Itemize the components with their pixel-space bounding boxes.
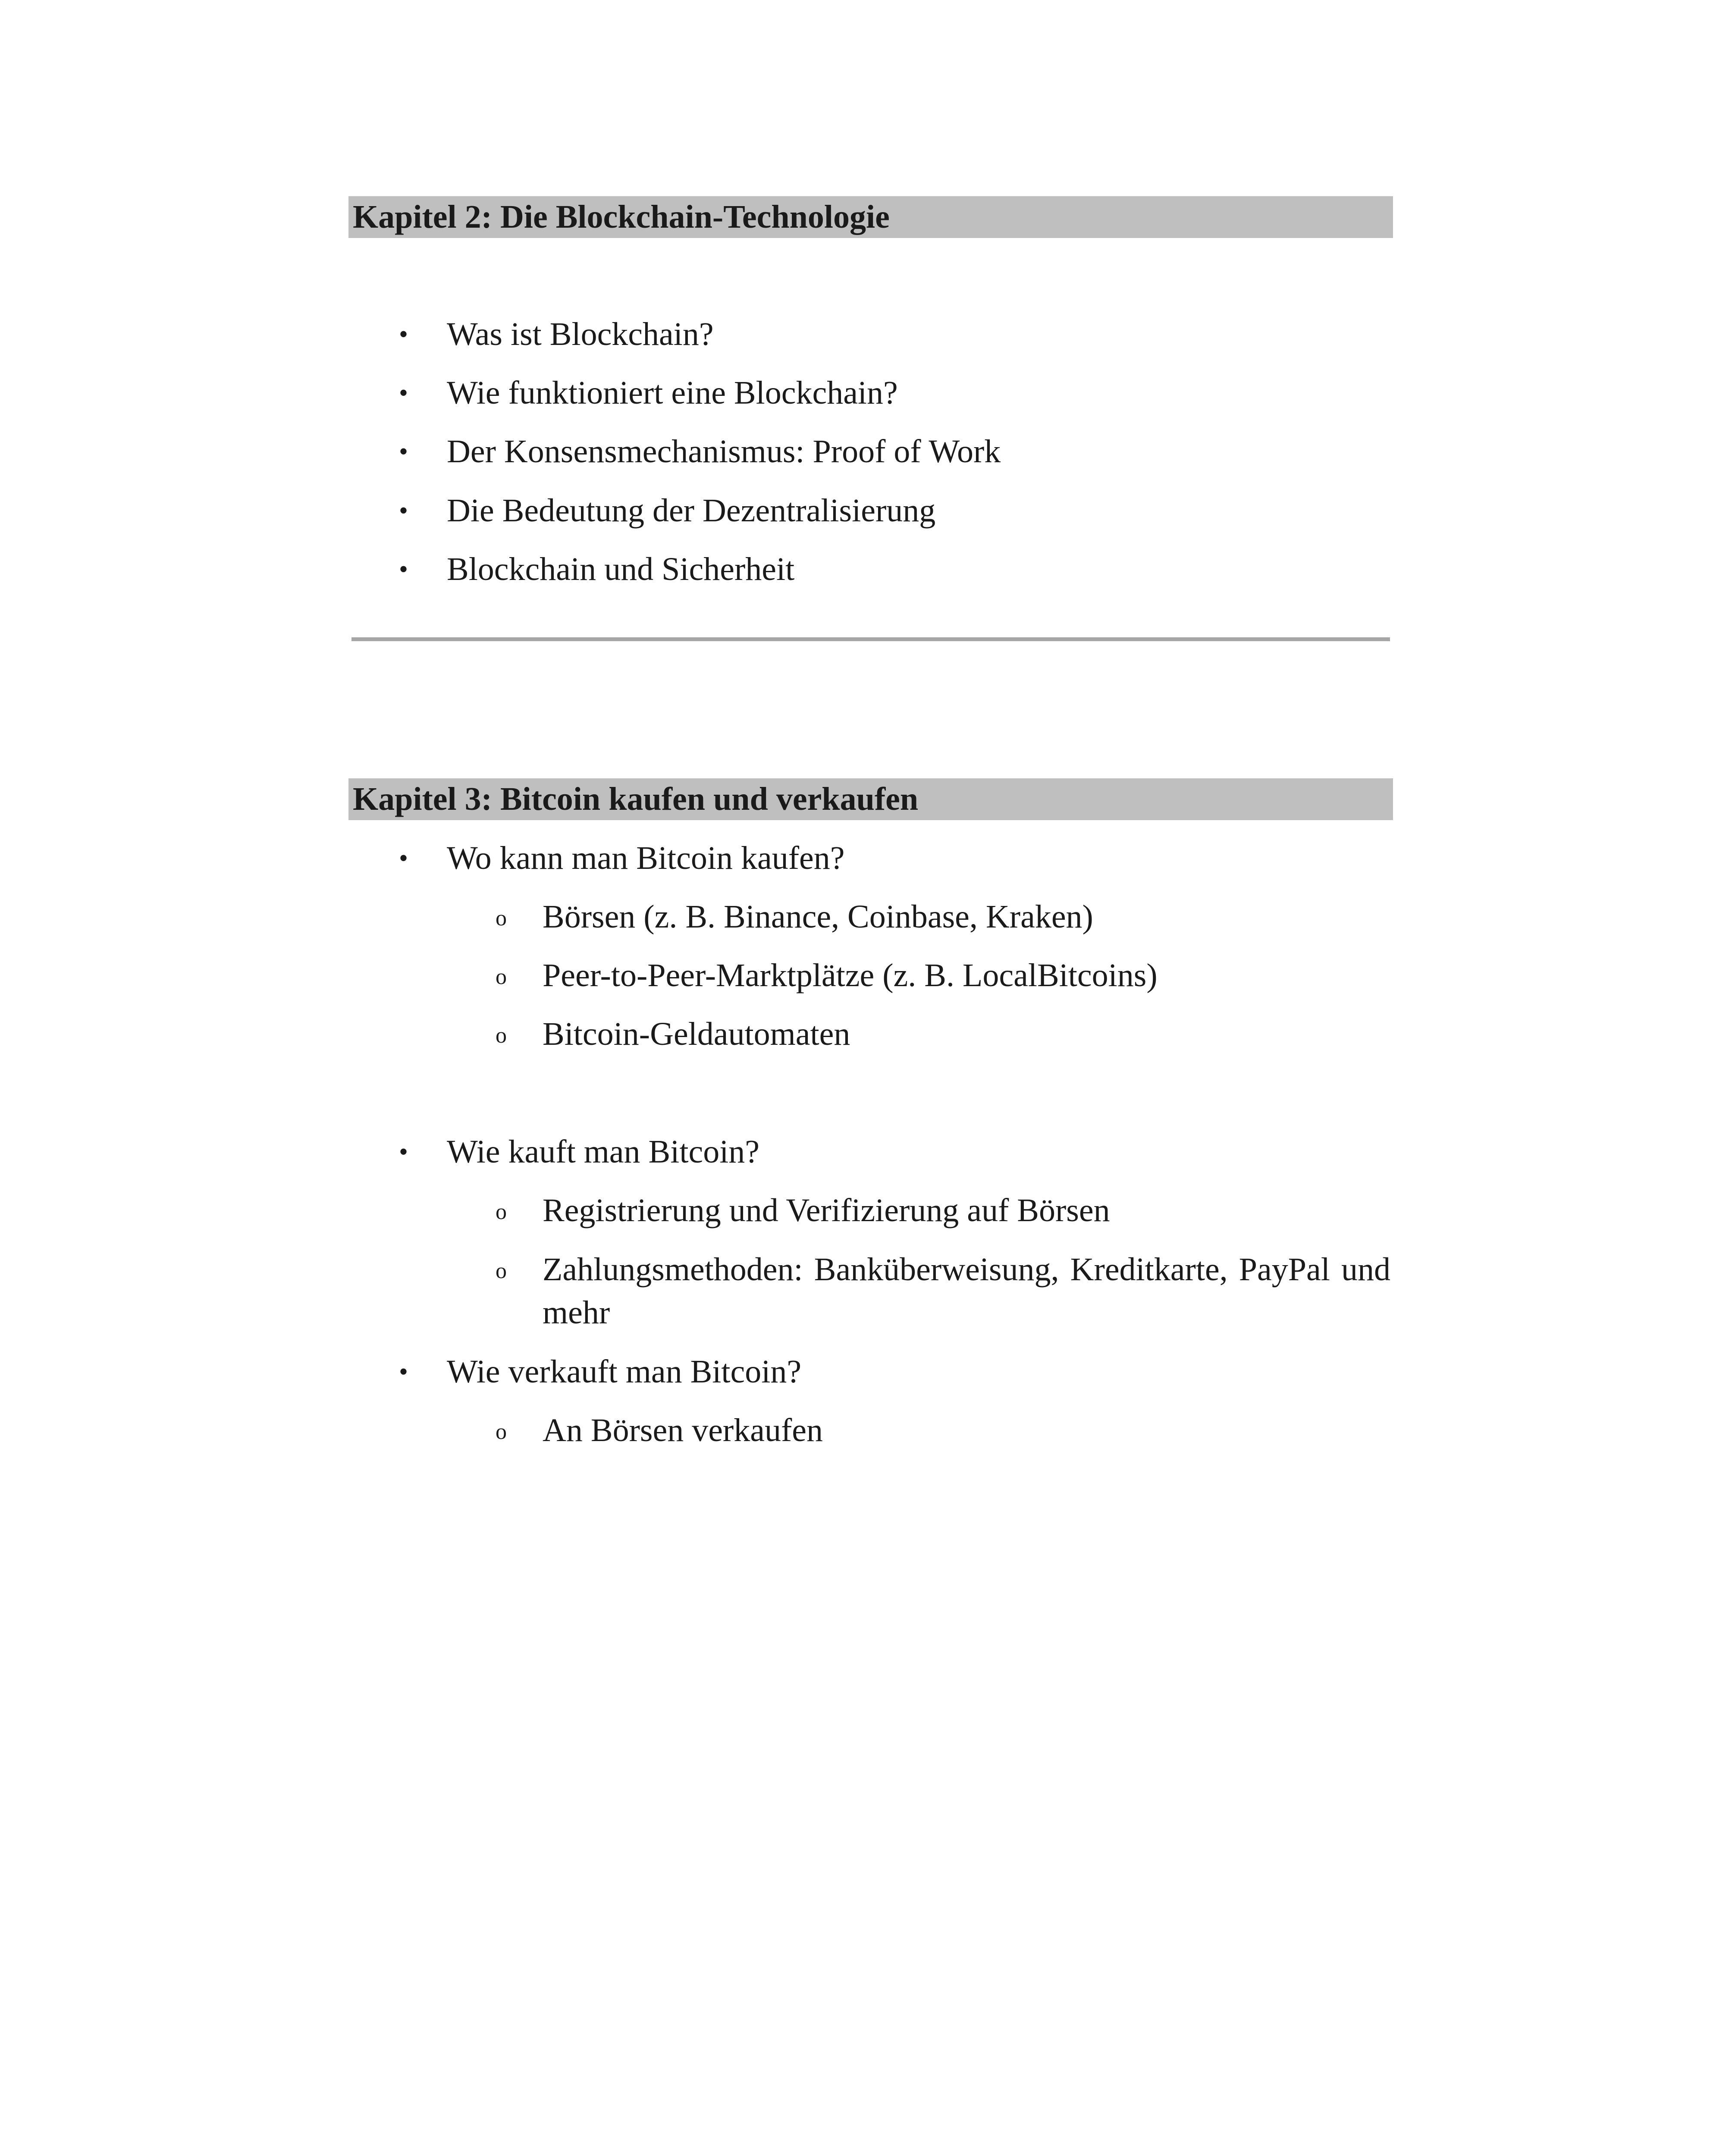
chapter-2-item: Wie funktioniert eine Blockchain? — [447, 375, 898, 411]
chapter-2-heading: Kapitel 2: Die Blockchain-Technologie — [348, 196, 1393, 238]
bullet-icon: • — [399, 1357, 408, 1386]
sub-bullet-icon: o — [496, 1200, 507, 1224]
horizontal-divider — [351, 637, 1390, 641]
chapter-2-item: Was ist Blockchain? — [447, 316, 714, 352]
bullet-icon: • — [399, 555, 408, 583]
sub-item: Peer-to-Peer-Marktplätze (z. B. LocalBitcoins) — [543, 957, 1158, 993]
sub-bullet-icon: o — [496, 1023, 507, 1048]
sub-bullet-icon: o — [496, 1259, 507, 1283]
bullet-icon: • — [399, 844, 408, 872]
bullet-icon: • — [399, 437, 408, 466]
sub-item: An Börsen verkaufen — [543, 1412, 823, 1448]
question-item: Wie verkauft man Bitcoin? — [447, 1354, 802, 1390]
chapter-3-heading: Kapitel 3: Bitcoin kaufen und verkaufen — [348, 778, 1393, 820]
bullet-icon: • — [399, 496, 408, 525]
question-item: Wo kann man Bitcoin kaufen? — [447, 840, 845, 876]
sub-bullet-icon: o — [496, 906, 507, 931]
bullet-icon: • — [399, 379, 408, 407]
bullet-icon: • — [399, 320, 408, 348]
sub-item: Börsen (z. B. Binance, Coinbase, Kraken) — [543, 899, 1093, 935]
sub-item: Zahlungsmethoden: Banküberweisung, Kreditkarte, PayPal und mehr — [543, 1251, 1390, 1331]
question-item: Wie kauft man Bitcoin? — [447, 1134, 760, 1170]
sub-bullet-icon: o — [496, 1420, 507, 1444]
sub-bullet-icon: o — [496, 965, 507, 989]
chapter-2-item: Der Konsensmechanismus: Proof of Work — [447, 433, 1001, 470]
chapter-2-item: Die Bedeutung der Dezentralisierung — [447, 492, 936, 529]
sub-item: Registrierung und Verifizierung auf Börsen — [543, 1192, 1110, 1228]
bullet-icon: • — [399, 1138, 408, 1166]
chapter-2-item: Blockchain und Sicherheit — [447, 551, 795, 587]
sub-item: Bitcoin-Geldautomaten — [543, 1016, 850, 1052]
